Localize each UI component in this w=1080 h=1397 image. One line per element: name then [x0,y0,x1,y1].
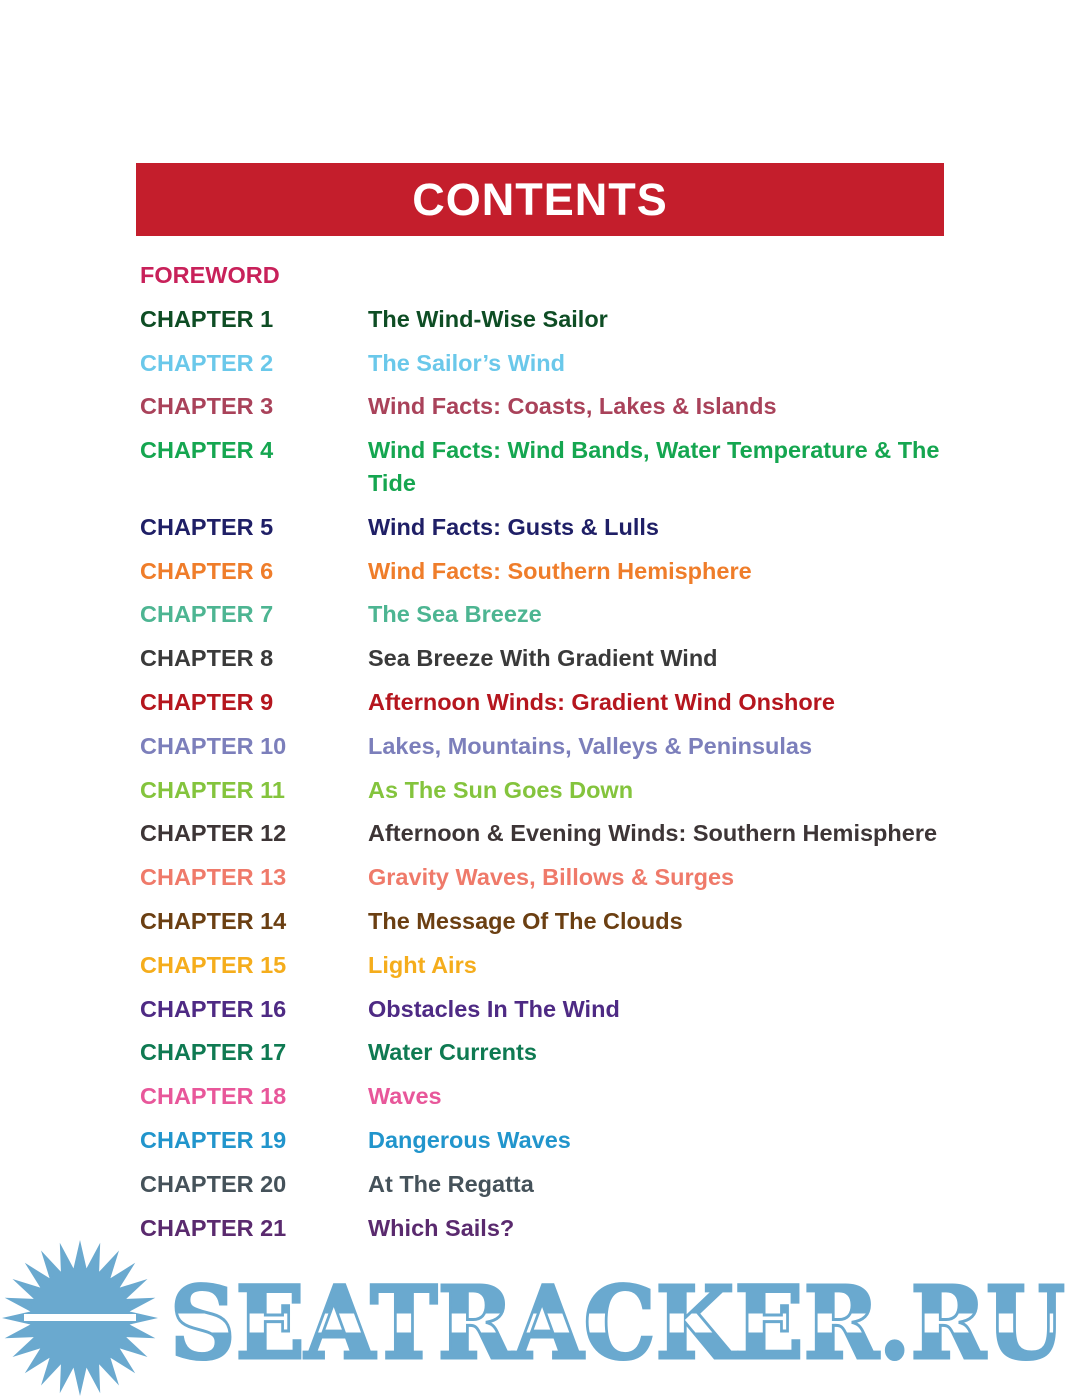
toc-row [140,259,950,292]
toc-chapter-label: CHAPTER 14 [140,907,287,934]
toc-row [140,861,950,894]
toc-chapter-title: Wind Facts: Wind Bands, Water Temperature & The Tide [368,437,940,497]
toc-chapter-title: Lakes, Mountains, Valleys & Peninsulas [368,732,813,759]
toc-chapter-title: The Message Of The Clouds [368,907,683,934]
toc-row [140,555,950,588]
toc-row [140,949,950,982]
toc-chapter-label: CHAPTER 1 [140,305,274,332]
toc-chapter-label: CHAPTER 8 [140,645,274,672]
toc-chapter-title: Wind Facts: Southern Hemisphere [368,557,752,584]
toc-row [140,303,950,336]
watermark-text: SEATRACKER.RU [170,1264,1065,1382]
toc-chapter-title: Afternoon & Evening Winds: Southern Hemisphere [368,820,938,847]
toc-row [140,642,950,675]
toc-chapter-label: FOREWORD [140,262,280,288]
toc-chapter-title: The Sailor’s Wind [368,349,565,376]
toc-row [140,434,950,500]
toc-chapter-title: Wind Facts: Coasts, Lakes & Islands [368,393,777,420]
toc-row [140,774,950,807]
toc-chapter-title: Sea Breeze With Gradient Wind [368,645,718,672]
toc-chapter-label: CHAPTER 17 [140,1039,287,1066]
table-of-contents [140,259,950,1255]
toc-row [140,347,950,380]
toc-chapter-label: CHAPTER 6 [140,557,274,584]
toc-row [140,1036,950,1069]
toc-chapter-title: Wind Facts: Gusts & Lulls [368,513,659,540]
sun-icon [2,1240,158,1396]
contents-banner [136,163,944,236]
toc-row [140,686,950,719]
page-title: CONTENTS [412,173,668,225]
toc-row [140,905,950,938]
toc-chapter-title: As The Sun Goes Down [368,776,634,803]
toc-chapter-title: Afternoon Winds: Gradient Wind Onshore [368,688,835,715]
toc-chapter-label: CHAPTER 15 [140,951,287,978]
toc-chapter-label: CHAPTER 4 [140,437,274,464]
toc-row [140,817,950,850]
toc-chapter-label: CHAPTER 13 [140,864,287,891]
toc-row [140,730,950,763]
toc-chapter-title: Gravity Waves, Billows & Surges [368,864,735,891]
toc-chapter-label: CHAPTER 3 [140,393,274,420]
toc-chapter-label: CHAPTER 19 [140,1126,287,1153]
toc-chapter-title: Waves [368,1083,442,1110]
toc-chapter-label: CHAPTER 20 [140,1170,287,1197]
toc-row [140,1168,950,1201]
toc-chapter-label: CHAPTER 7 [140,601,274,628]
toc-chapter-title: The Wind-Wise Sailor [368,305,608,332]
toc-row [140,1080,950,1113]
toc-chapter-label: CHAPTER 12 [140,820,287,847]
toc-chapter-title: Dangerous Waves [368,1126,571,1153]
watermark [0,1238,1080,1397]
toc-chapter-label: CHAPTER 10 [140,732,287,759]
toc-chapter-label: CHAPTER 5 [140,513,274,540]
toc-row [140,511,950,544]
toc-chapter-title: Light Airs [368,951,477,978]
toc-chapter-title: Water Currents [368,1039,537,1066]
toc-chapter-label: CHAPTER 2 [140,349,274,376]
toc-row [140,598,950,631]
toc-chapter-label: CHAPTER 11 [140,776,285,803]
toc-chapter-label: CHAPTER 18 [140,1083,287,1110]
toc-row [140,993,950,1026]
toc-chapter-title: Obstacles In The Wind [368,995,620,1022]
toc-chapter-title: Which Sails? [368,1214,515,1241]
toc-chapter-title: The Sea Breeze [368,601,542,628]
toc-chapter-label: CHAPTER 21 [140,1214,287,1241]
toc-row [140,390,950,423]
toc-chapter-title: At The Regatta [368,1170,534,1197]
toc-chapter-label: CHAPTER 9 [140,688,274,715]
toc-row [140,1124,950,1157]
toc-chapter-label: CHAPTER 16 [140,995,287,1022]
